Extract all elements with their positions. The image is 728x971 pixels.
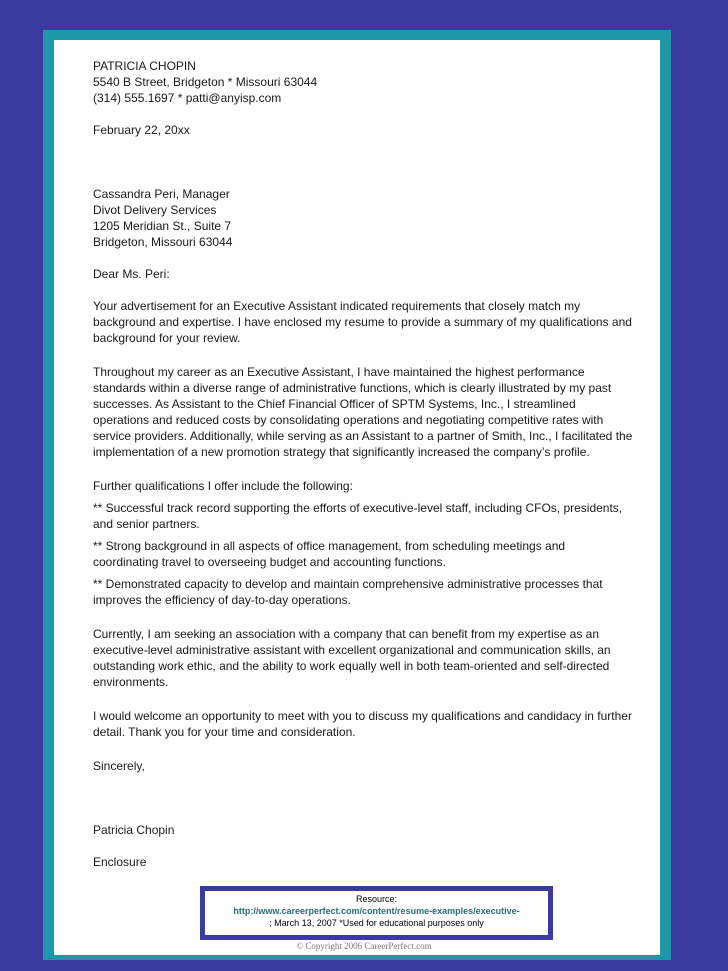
bullet-item: ** Demonstrated capacity to develop and maintain comprehensive administrative processes that improves the efficiency of day-to-day operations. — [93, 577, 603, 607]
copyright-footer: © Copyright 2006 CareerPerfect.com — [296, 941, 432, 951]
sign-off: Sincerely, — [93, 759, 145, 773]
resource-note: ; March 13, 2007 *Used for educational purposes only — [269, 918, 484, 928]
sender-address: 5540 B Street, Bridgeton * Missouri 63044 — [93, 75, 318, 89]
signature-name: Patricia Chopin — [93, 823, 175, 837]
recipient-block — [93, 186, 633, 250]
letter-date: February 22, 20xx — [93, 123, 190, 137]
recipient-street: 1205 Meridian St., Suite 7 — [93, 219, 232, 233]
sender-name: PATRICIA CHOPIN — [93, 59, 196, 73]
paragraph-qualifications-lead: Further qualifications I offer include the following: — [93, 479, 353, 493]
bullet-item: ** Successful track record supporting the efforts of executive-level staff, including CFOs, presidents, and senior partners. — [93, 501, 623, 531]
recipient-name: Cassandra Peri, Manager — [93, 187, 230, 201]
salutation: Dear Ms. Peri: — [93, 267, 170, 281]
sender-contact: (314) 555.1697 * patti@anyisp.com — [93, 91, 282, 105]
paragraph-closing: I would welcome an opportunity to meet with you to discuss my qualifications and candidacy in further detail. Thank you for your time and consideration. — [93, 709, 632, 739]
enclosure-note: Enclosure — [93, 855, 147, 869]
bullet-item: ** Strong background in all aspects of office management, from scheduling meetings and coordinating travel to overseeing budget and accounting functions. — [93, 539, 566, 569]
resource-title: Resource: — [355, 894, 398, 904]
recipient-company: Divot Delivery Services — [93, 203, 217, 217]
resource-box — [200, 886, 553, 940]
sender-block — [93, 58, 633, 106]
cover-letter — [93, 58, 633, 870]
resource-content — [205, 891, 548, 935]
paragraph-seeking: Currently, I am seeking an association with a company that can benefit from my expertise as an executive-level administrative assistant with excellent organizational and communication skills, an outstanding work ethic, and the ability to work equally well in both team-oriented and self-directed environments. — [93, 627, 611, 689]
resource-link[interactable]: http://www.careerperfect.com/content/resume-examples/executive- — [233, 906, 520, 916]
recipient-city: Bridgeton, Missouri 63044 — [93, 235, 233, 249]
paragraph-intro: Your advertisement for an Executive Assistant indicated requirements that closely match my background and expertise. I have enclosed my resume to provide a summary of my qualifications and background for your review. — [93, 299, 632, 345]
paragraph-career: Throughout my career as an Executive Assistant, I have maintained the highest performance standards within a diverse range of administrative functions, which is clearly illustrated by my past successes. As Assistant to the Chief Financial Officer of SPTM Systems, Inc., I streamlined operations and reduced costs by consolidating operations and negotiating competitive rates with service providers. Additionally, while serving as an Assistant to a partner of Smith, Inc., I facilitated the implementation of a new promotion strategy that significantly increased the company’s profile. — [93, 365, 633, 459]
